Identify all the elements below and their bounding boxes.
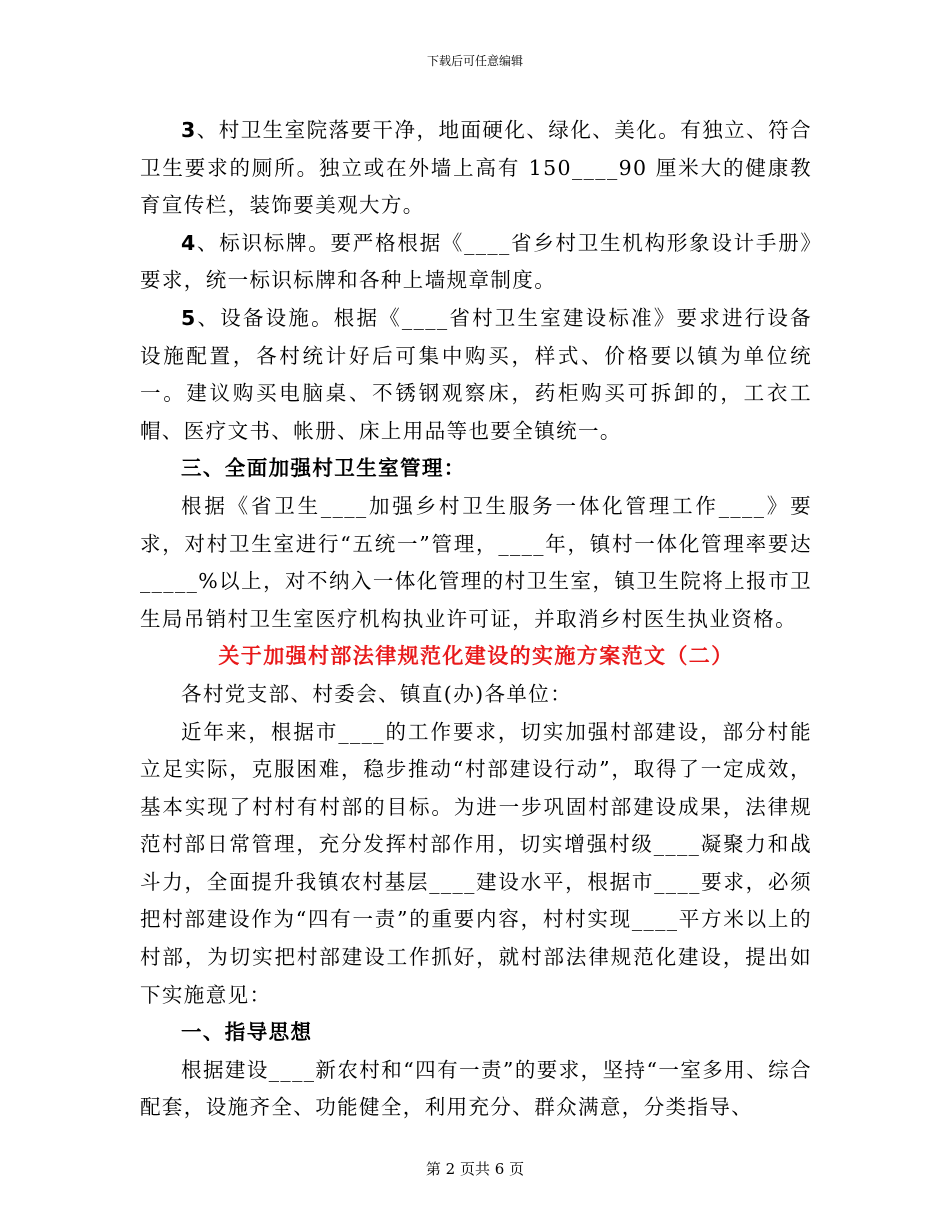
item-number: 5 bbox=[181, 305, 197, 330]
item-5-paragraph bbox=[140, 300, 812, 450]
section-1-paragraph: 根据建设____新农村和“四有一责”的要求，坚持“一室多用、综合配套，设施齐全、功能健全，利用充分、群众满意，分类指导、 bbox=[140, 1057, 812, 1120]
intro-paragraph: 近年来，根据市____的工作要求，切实加强村部建设，部分村能立足实际，克服困难，稳步推动“村部建设行动”，取得了一定成效，基本实现了村村有村部的目标。为进一步巩固村部建设成果，法律规范村部日常管理，充分发挥村部作用，切实增强村级____凝聚力和战斗力，全面提升我镇农村基层____建设水平，根据市____要求，必须把村部建设作为“四有一责”的重要内容，村村实现____平方米以上的村部，为切实把村部建设工作抓好，就村部法律规范化建设，提出如下实施意见： bbox=[140, 719, 812, 1007]
page-header: 下载后可任意编辑 bbox=[426, 54, 523, 68]
salutation: 各村党支部、村委会、镇直(办)各单位： bbox=[181, 681, 573, 706]
section-3-heading: 三、全面加强村卫生室管理： bbox=[181, 456, 466, 481]
item-3-paragraph bbox=[140, 112, 812, 225]
section-1-heading: 一、指导思想 bbox=[181, 1020, 313, 1045]
document-body bbox=[140, 112, 812, 1127]
item-number: 3 bbox=[181, 118, 197, 142]
page-footer: 第 2 页共 6 页 bbox=[425, 1160, 525, 1178]
item-text: 、标识标牌。要严格根据《____省乡村卫生机构形象设计手册》要求，统一标识标牌和各种上墙规章制度。 bbox=[140, 230, 812, 293]
item-text: 、村卫生室院落要干净，地面硬化、绿化、美化。有独立、符合卫生要求的厕所。独立或在外墙上高有 150____90 厘米大的健康教育宣传栏，装饰要美观大方。 bbox=[140, 118, 812, 218]
document-2-title: 关于加强村部法律规范化建设的实施方案范文（二） bbox=[218, 644, 734, 669]
item-text: 、设备设施。根据《____省村卫生室建设标准》要求进行设备设施配置，各村统计好后可集中购买，样式、价格要以镇为单位统一。建议购买电脑桌、不锈钢观察床，药柜购买可拆卸的，工衣工帽、医疗文书、帐册、床上用品等也要全镇统一。 bbox=[140, 305, 812, 443]
section-3-paragraph: 根据《省卫生____加强乡村卫生服务一体化管理工作____》要求，对村卫生室进行“五统一”管理，____年，镇村一体化管理率要达_____%以上，对不纳入一体化管理的村卫生室，镇卫生院将上报市卫生局吊销村卫生室医疗机构执业许可证，并取消乡村医生执业资格。 bbox=[140, 493, 812, 631]
item-number: 4 bbox=[181, 230, 197, 255]
item-4-paragraph bbox=[140, 225, 812, 300]
